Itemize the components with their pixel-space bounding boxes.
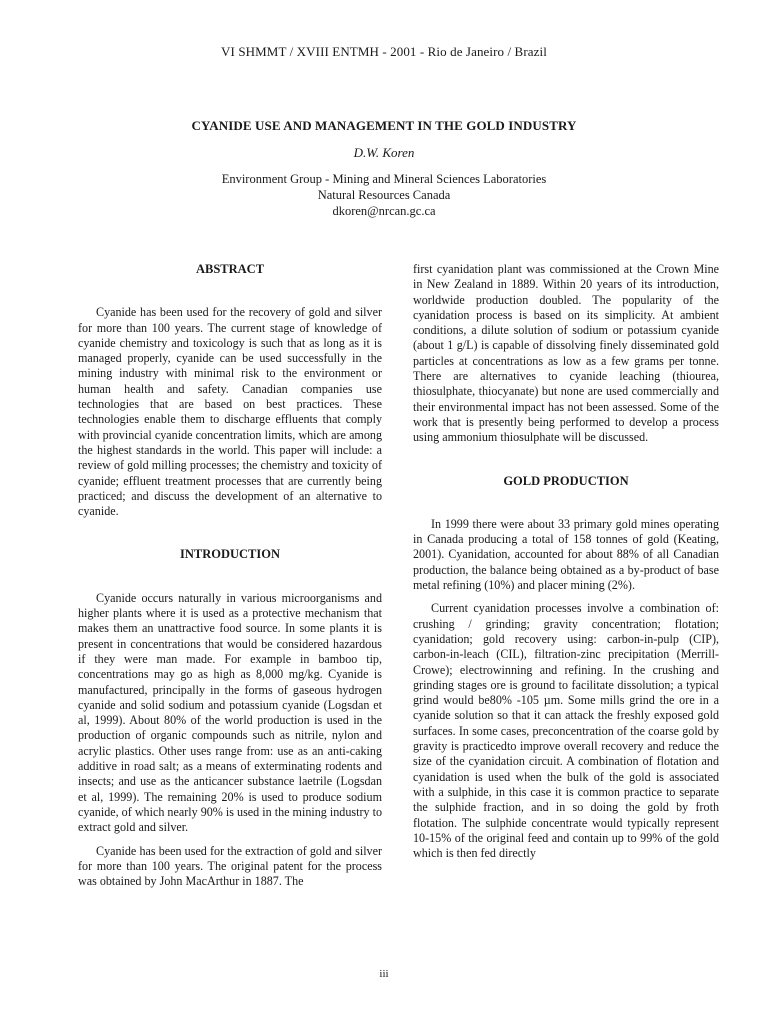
- gold-production-heading: GOLD PRODUCTION: [503, 473, 629, 488]
- introduction-paragraph-1: Cyanide occurs naturally in various microorganisms and higher plants where it is used as a protective mechanism that makes them an unattractive food source. In some plants it is present in concentrations that would be considered hazardous if they were man made. For example in bamboo tip, concentrations may go as high as 8,000 mg/kg. Cyanide is manufactured, principally in the forms of gaseous hydrogen cyanide and solid sodium and potassium cyanide (Logsdan et al, 1999). About 80% of the world production is used in the production of organic compounds such as nitrile, nylon and acrylic plastics. Other uses range from: use as an anti-caking additive in road salt; as a means of exterminating rodents and insects; and use as the anticancer substance laetrile (Logsdan et al, 1999). The remaining 20% is used to produce sodium cyanide, of which nearly 90% is used in the mining industry to extract gold and silver.: [78, 590, 382, 835]
- author-email[interactable]: dkoren@nrcan.gc.ca: [332, 204, 436, 218]
- right-column: [413, 262, 719, 861]
- affiliation-line-2: Natural Resources Canada: [317, 188, 451, 202]
- abstract-heading: ABSTRACT: [195, 262, 265, 276]
- paper-author: D.W. Koren: [353, 145, 415, 160]
- author-affiliation: [0, 171, 768, 219]
- introduction-paragraph-2-continued: first cyanidation plant was commissioned at the Crown Mine in New Zealand in 1889. Within 20 years of its introduction, worldwide production doubled. The popularity of the cyanidation process is based on its simplicity. At ambient conditions, a dilute solution of sodium or potassium cyanide (about 1 g/L) is capable of dissolving finely disseminated gold particles at concentrations as low as a few grams per tonne. There are alternatives to cyanide leaching (thiourea, thiosulphate, thiocyanate) but none are used commercially and their environmental impact has not been assessed. Some of the work that is presently being performed to develop a process using ammonium thiosulphate will be discussed.: [413, 262, 719, 445]
- introduction-heading: INTRODUCTION: [179, 547, 280, 562]
- introduction-paragraph-2: Cyanide has been used for the extraction of gold and silver for more than 100 years. The original patent for the process was obtained by John MacArthur in 1887. The: [78, 843, 382, 889]
- abstract-text: Cyanide has been used for the recovery of gold and silver for more than 100 years. The current stage of knowledge of cyanide chemistry and toxicology is such that as long as it is managed properly, cyanide can be used successfully in the mining industry with minimal risk to the environment or human health and safety. Canadian companies use technologies that are based on best practices. These technologies enable them to discharge effluents that comply with provincial cyanide concentration limits, which are among the highest standards in the world. This paper will include: a review of gold milling processes; the chemistry and toxicity of cyanide; effluent treatment processes that are currently being practiced; and discuss the development of an alternative to cyanide.: [78, 305, 382, 519]
- left-column: [78, 262, 382, 889]
- paper-title: CYANIDE USE AND MANAGEMENT IN THE GOLD INDUSTRY: [191, 118, 577, 133]
- gold-production-paragraph-2: Current cyanidation processes involve a combination of: crushing / grinding; gravity concentration; flotation; cyanidation; gold recovery using: carbon-in-pulp (CIP), carbon-in-leach (CIL), filtration-zinc precipitation (Merrill-Crowe); electrowinning and refining. In the crushing and grinding stages ore is ground to facilitate dissolution; a typical grind would be80% -105 µm. Some mills grind the ore in a cyanide solution so that it can attack the freshly exposed gold surfaces. In some cases, preconcentration of the coarse gold by gravity is practicedto improve overall recovery and reduce the size of the cyanidation circuit. A combination of flotation and cyanidation is used when the bulk of the gold is associated with a sulphide, in this case it is common practice to separate the sulphide fraction, and in so doing the gold by froth flotation. The sulphide concentrate would typically represent 10-15% of the original feed and contain up to 99% of the gold which is then fed directly: [413, 601, 719, 861]
- page-number: iii: [379, 968, 389, 980]
- conference-header: VI SHMMT / XVIII ENTMH - 2001 - Rio de Janeiro / Brazil: [221, 44, 547, 59]
- gold-production-paragraph-1: In 1999 there were about 33 primary gold mines operating in Canada producing a total of 158 tonnes of gold (Keating, 2001). Cyanidation, accounted for about 88% of all Canadian production, the balance being obtained as a by-product of base metal refining (10%) and placer mining (2%).: [413, 516, 719, 593]
- affiliation-line-1: Environment Group - Mining and Mineral Sciences Laboratories: [221, 172, 547, 186]
